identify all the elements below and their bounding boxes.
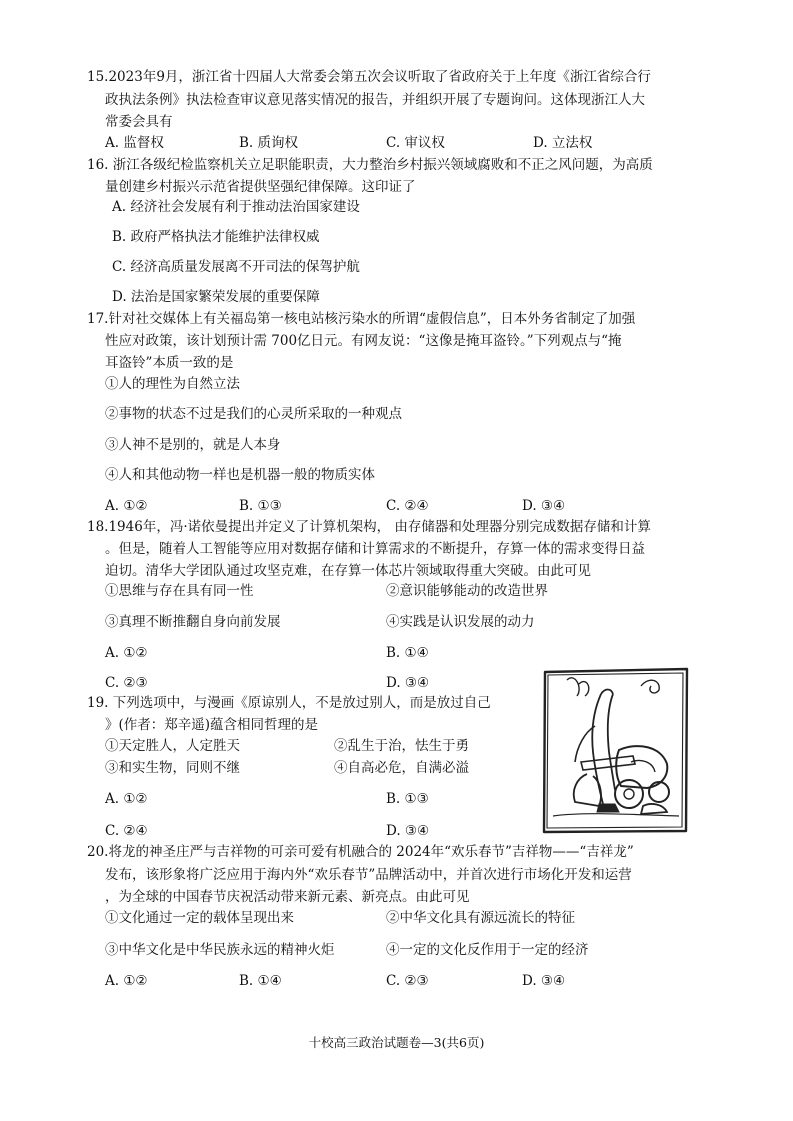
q20-item-3: ③中华文化是中华民族永远的精神火炬: [105, 942, 335, 958]
q18-stem-line-1: 18.1946年，冯·诺依曼提出并定义了计算机架构， 由存储器和处理器分别完成数据存储和计算: [87, 519, 651, 535]
q17-item-3: ③人神不是别的，就是人本身: [105, 437, 281, 453]
q20-stem-line-1: 20.将龙的神圣庄严与吉祥物的可亲可爱有机融合的 2024年“欢乐春节”吉祥物——“吉祥龙”: [87, 844, 634, 860]
q19-item-4: ④自高必危，自满必溢: [334, 760, 469, 776]
q16-stem-line-1: 16. 浙江各级纪检监察机关立足职能职责，大力整治乡村振兴领域腐败和不正之风问题，为高质: [87, 157, 653, 173]
q16-stem-line-2: 量创建乡村振兴示范省提供坚强纪律保障。这印证了: [105, 179, 416, 195]
q18-item-4: ④实践是认识发展的动力: [386, 614, 535, 630]
q18-stem-line-2: 。但是，随着人工智能等应用对数据存储和计算需求的不断提升，存算一体的需求变得日益: [105, 541, 645, 557]
q17-item-2: ②事物的状态不过是我们的心灵所采取的一种观点: [105, 406, 402, 422]
q17-option-c[interactable]: C. ②④: [386, 498, 429, 514]
q17-item-4: ④人和其他动物一样也是机器一般的物质实体: [105, 467, 375, 483]
q19-item-1: ①天定胜人，人定胜天: [105, 738, 240, 754]
q15-option-d[interactable]: D. 立法权: [533, 135, 593, 151]
q18-item-3: ③真理不断推翻自身向前发展: [105, 614, 281, 630]
q17-stem-line-1: 17.针对社交媒体上有关福岛第一核电站核污染水的所谓“虚假信息”，日本外务省制定了加强: [87, 311, 636, 327]
q17-item-1: ①人的理性为自然立法: [105, 376, 240, 392]
q20-item-2: ②中华文化具有源远流长的特征: [386, 910, 575, 926]
q18-option-c[interactable]: C. ②③: [105, 675, 148, 691]
q18-stem-line-3: 迫切。清华大学团队通过攻坚克难，在存算一体芯片领域取得重大突破。由此可见: [105, 563, 591, 579]
q20-item-4: ④一定的文化反作用于一定的经济: [386, 942, 589, 958]
q19-item-2: ②乱生于治，怯生于勇: [334, 738, 469, 754]
q19-option-a[interactable]: A. ①②: [105, 791, 148, 807]
q20-option-b[interactable]: B. ①④: [239, 973, 282, 989]
page-footer: 十校高三政治试题卷—3(共6页): [308, 1035, 485, 1050]
q16-option-b[interactable]: B. 政府严格执法才能维护法律权威: [112, 229, 320, 245]
q18-option-b[interactable]: B. ①④: [386, 645, 429, 661]
q15-option-c[interactable]: C. 审议权: [386, 135, 445, 151]
cartoon-illustration: [541, 666, 690, 834]
q17-stem-line-3: 耳盗铃”本质一致的是: [105, 355, 234, 371]
q20-option-a[interactable]: A. ①②: [105, 973, 148, 989]
q18-item-2: ②意识能够能动的改造世界: [386, 583, 548, 599]
q15-stem-line-1: 15.2023年9月，浙江省十四届人大常委会第五次会议听取了省政府关于上年度《浙江省综合行: [87, 69, 651, 85]
q15-stem-line-3: 常委会具有: [105, 114, 173, 130]
q19-option-d[interactable]: D. ③④: [386, 823, 430, 839]
q17-option-d[interactable]: D. ③④: [522, 498, 566, 514]
q16-option-c[interactable]: C. 经济高质量发展离不开司法的保驾护航: [112, 259, 360, 275]
q19-stem-line-1: 19. 下列选项中，与漫画《原谅别人，不是放过别人，而是放过自己: [87, 695, 491, 711]
q20-option-c[interactable]: C. ②③: [386, 973, 429, 989]
q20-option-d[interactable]: D. ③④: [522, 973, 566, 989]
q16-option-a[interactable]: A. 经济社会发展有利于推动法治国家建设: [112, 199, 360, 215]
q19-option-b[interactable]: B. ①③: [386, 791, 429, 807]
q19-option-c[interactable]: C. ②④: [105, 823, 148, 839]
q20-stem-line-3: ，为全球的中国春节庆祝活动带来新元素、新亮点。由此可见: [105, 889, 470, 905]
q17-stem-line-2: 性应对政策，该计划预计需 700亿日元。有网友说：“这像是掩耳盗铃。”下列观点与“掩: [105, 333, 622, 349]
q15-option-a[interactable]: A. 监督权: [105, 135, 164, 151]
q20-stem-line-2: 发布，该形象将广泛应用于海内外“欢乐春节”品牌活动中，并首次进行市场化开发和运营: [105, 867, 632, 883]
q18-item-1: ①思维与存在具有同一性: [105, 583, 254, 599]
q16-option-d[interactable]: D. 法治是国家繁荣发展的重要保障: [112, 289, 320, 305]
q19-stem-line-2: 》(作者：郑辛遥)蕴含相同哲理的是: [105, 717, 319, 733]
q17-option-b[interactable]: B. ①③: [239, 498, 282, 514]
q18-option-a[interactable]: A. ①②: [105, 645, 148, 661]
q15-option-b[interactable]: B. 质询权: [239, 135, 299, 151]
q17-option-a[interactable]: A. ①②: [105, 498, 148, 514]
q15-stem-line-2: 政执法条例》执法检查审议意见落实情况的报告，并组织开展了专题询问。这体现浙江人大: [105, 92, 645, 108]
q20-item-1: ①文化通过一定的载体呈现出来: [105, 910, 294, 926]
q19-item-3: ③和实生物，同则不继: [105, 760, 240, 776]
q18-option-d[interactable]: D. ③④: [386, 675, 430, 691]
